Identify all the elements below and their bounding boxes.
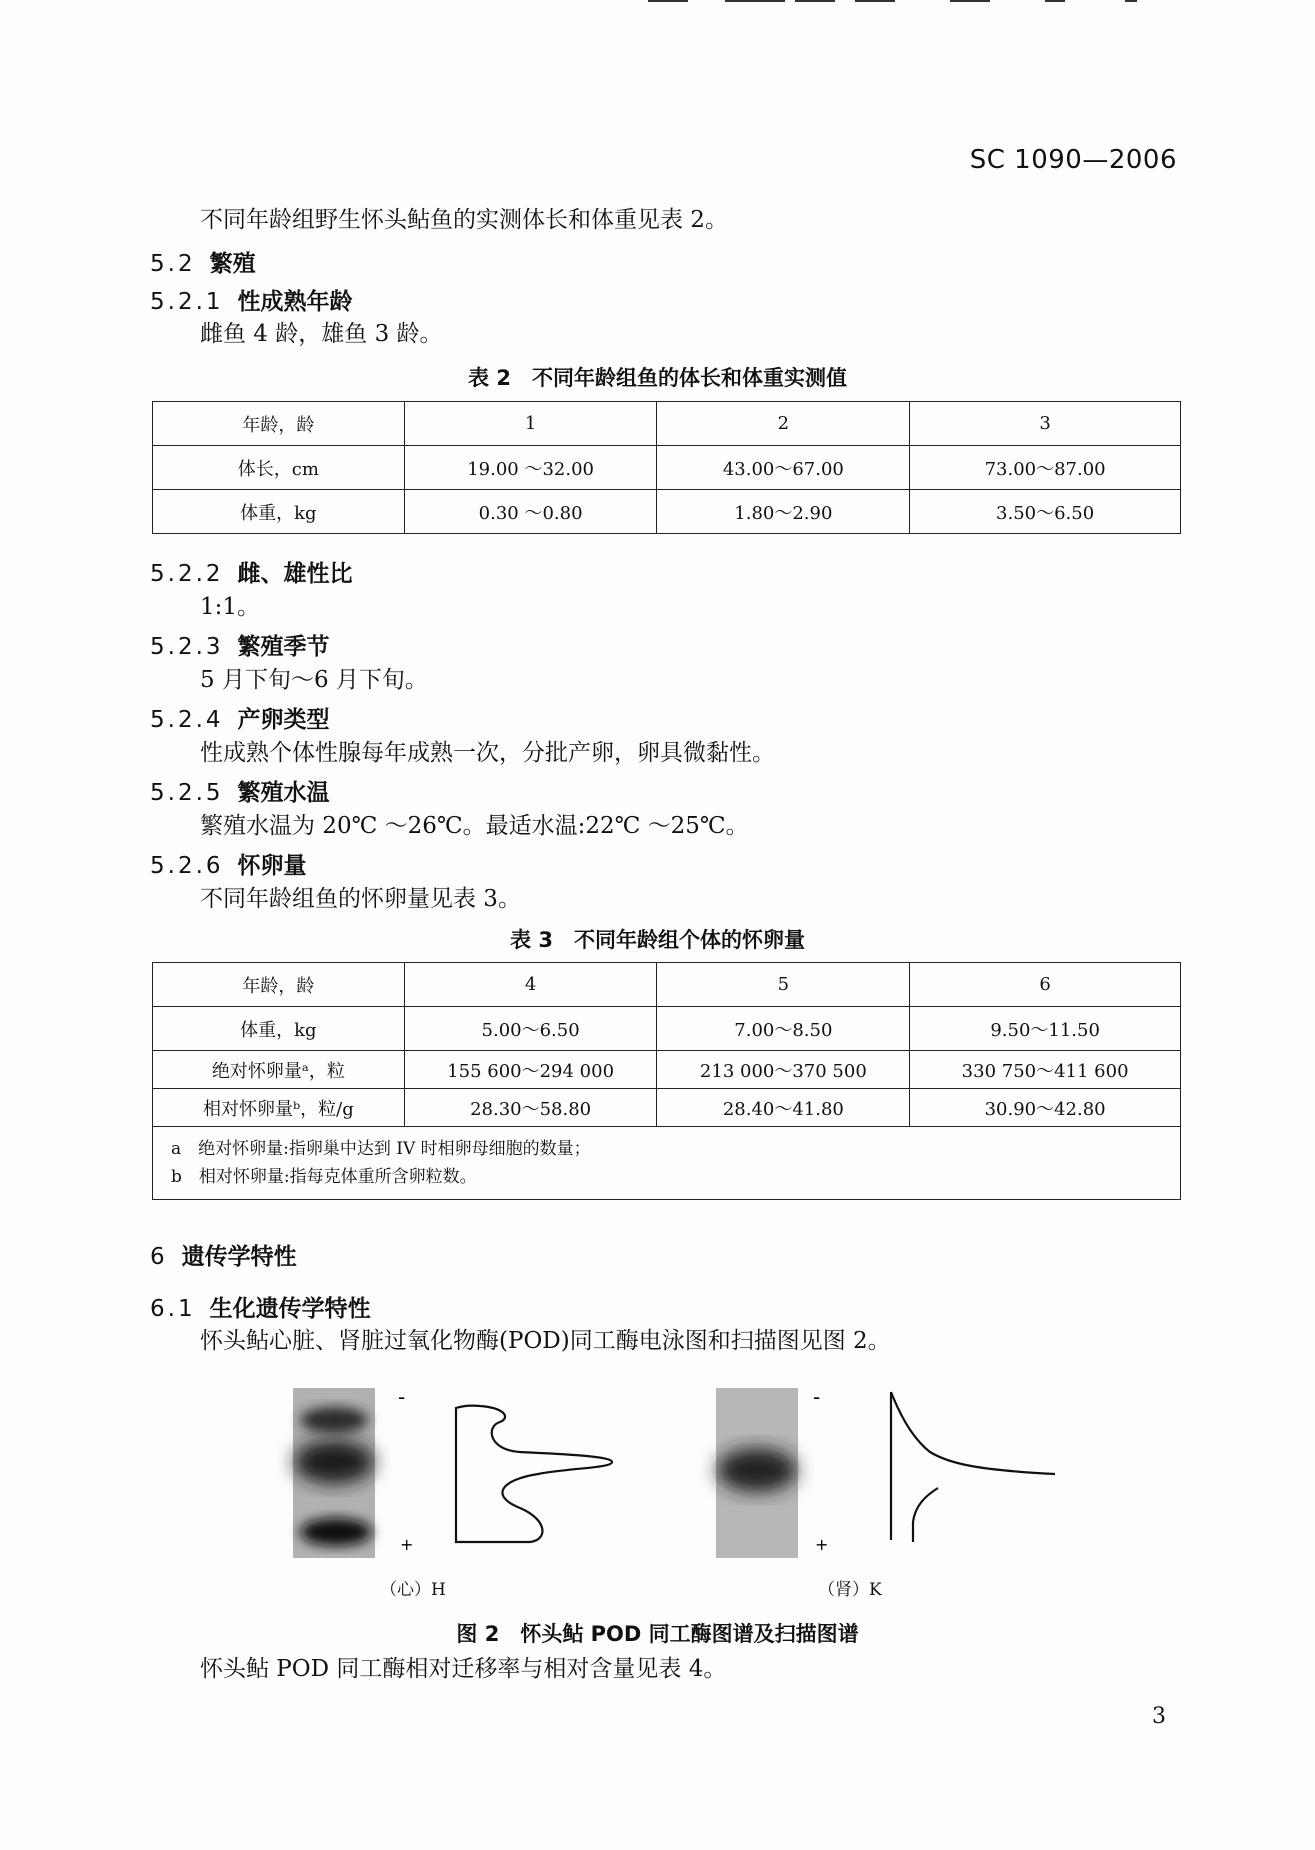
section-heading [150,555,353,588]
table-caption: 表 2 不同年龄组鱼的体长和体重实测值 [468,366,847,390]
section-title: 性成熟年龄 [237,289,353,315]
table-cell: 体重，kg [153,490,405,534]
section-heading [150,283,353,316]
table-cell: 9.50～11.50 [910,1007,1181,1051]
section-title: 遗传学特性 [181,1244,297,1270]
scan-mark [648,0,688,2]
gel-lane-kidney [716,1388,798,1558]
section-number: 5.2.5 [150,780,224,806]
table-cell: 相对怀卵量ᵇ，粒/g [153,1089,405,1127]
section-title: 雌、雄性比 [237,561,353,587]
table-row [153,1089,1181,1127]
section-number: 5.2.3 [150,634,224,660]
table-caption: 表 3 不同年龄组个体的怀卵量 [510,928,805,952]
table-cell: 6 [910,963,1181,1007]
section-title: 生化遗传学特性 [209,1296,371,1322]
paragraph: 雌鱼 4 龄，雄鱼 3 龄。 [200,321,443,347]
table-cell: 5.00～6.50 [404,1007,657,1051]
section-number: 5.2 [150,251,196,277]
table-row [153,1007,1181,1051]
section-title: 繁殖 [209,251,256,277]
table-cell: 年龄，龄 [153,402,405,446]
section-heading [150,701,330,734]
minus-sign: - [813,1385,821,1409]
scan-mark [795,0,835,2]
section-title: 产卵类型 [237,707,330,733]
paragraph: 繁殖水温为 20℃ ～26℃。最适水温:22℃ ～25℃。 [200,813,749,839]
scan-mark [1125,0,1137,2]
scan-mark [1045,0,1065,2]
table-row [153,1051,1181,1089]
scan-mark [855,0,895,2]
plus-sign: + [400,1535,414,1554]
table-cell: 3 [910,402,1181,446]
standard-number: SC 1090—2006 [969,145,1177,175]
section-number: 6.1 [150,1296,196,1322]
figure-label-kidney: （肾）K [818,1580,882,1600]
table-cell: 43.00～67.00 [657,446,910,490]
minus-sign: - [398,1385,406,1409]
table-note: b 相对怀卵量:指每克体重所含卵粒数。 [171,1167,477,1187]
paragraph: 5 月下旬～6 月下旬。 [200,667,428,693]
table-cell: 4 [404,963,657,1007]
table-notes [153,1127,1181,1200]
table-cell: 28.40～41.80 [657,1089,910,1127]
section-number: 5.2.1 [150,289,224,315]
paragraph: 不同年龄组鱼的怀卵量见表 3。 [200,886,521,912]
figure-2 [0,1370,1315,1610]
section-heading [150,774,330,807]
section-title: 怀卵量 [237,853,307,879]
paragraph: 怀头鲇心脏、肾脏过氧化物酶(POD)同工酶电泳图和扫描图见图 2。 [200,1328,891,1354]
table-cell: 1.80～2.90 [657,490,910,534]
page-number: 3 [1152,1704,1166,1729]
scan-mark [950,0,990,2]
section-title: 繁殖水温 [237,780,330,806]
table-2 [152,401,1181,534]
table-cell: 1 [404,402,657,446]
figure-label-heart: （心）H [380,1580,446,1600]
section-number: 5.2.4 [150,707,224,733]
table-row [153,402,1181,446]
table-cell: 2 [657,402,910,446]
table-cell: 年龄，龄 [153,963,405,1007]
section-heading [150,1290,371,1323]
table-row [153,963,1181,1007]
plus-sign: + [815,1535,829,1554]
section-number: 5.2.2 [150,561,224,587]
table-cell: 28.30～58.80 [404,1089,657,1127]
table-cell: 体重，kg [153,1007,405,1051]
section-heading [150,628,330,661]
table-cell: 330 750～411 600 [910,1051,1181,1089]
section-number: 6 [150,1244,168,1270]
scan-mark [725,0,785,2]
table-cell: 19.00 ～32.00 [404,446,657,490]
paragraph: 性成熟个体性腺每年成熟一次，分批产卵，卵具微黏性。 [200,740,775,766]
paragraph: 怀头鲇 POD 同工酶相对迁移率与相对含量见表 4。 [200,1656,727,1682]
table-cell: 30.90～42.80 [910,1089,1181,1127]
table-cell: 155 600～294 000 [404,1051,657,1089]
table-cell: 5 [657,963,910,1007]
table-cell: 3.50～6.50 [910,490,1181,534]
table-3 [152,962,1181,1200]
table-cell: 0.30 ～0.80 [404,490,657,534]
table-cell: 213 000～370 500 [657,1051,910,1089]
section-heading [150,847,307,880]
section-title: 繁殖季节 [237,634,330,660]
section-heading [150,1238,297,1271]
section-number: 5.2.6 [150,853,224,879]
paragraph: 1:1。 [200,594,261,620]
paragraph: 不同年龄组野生怀头鲇鱼的实测体长和体重见表 2。 [200,207,728,233]
section-heading [150,245,256,278]
table-cell: 73.00～87.00 [910,446,1181,490]
gel-lane-heart [293,1388,375,1558]
table-row [153,490,1181,534]
table-cell: 7.00～8.50 [657,1007,910,1051]
figure-caption: 图 2 怀头鲇 POD 同工酶图谱及扫描图谱 [456,1622,859,1646]
table-notes-row [153,1127,1181,1200]
table-cell: 绝对怀卵量ᵃ，粒 [153,1051,405,1089]
table-note: a 绝对怀卵量:指卵巢中达到 IV 时相卵母细胞的数量； [171,1139,591,1159]
scan-trace-kidney [891,1392,1055,1542]
table-cell: 体长，cm [153,446,405,490]
table-row [153,446,1181,490]
scan-trace-heart [456,1406,612,1542]
